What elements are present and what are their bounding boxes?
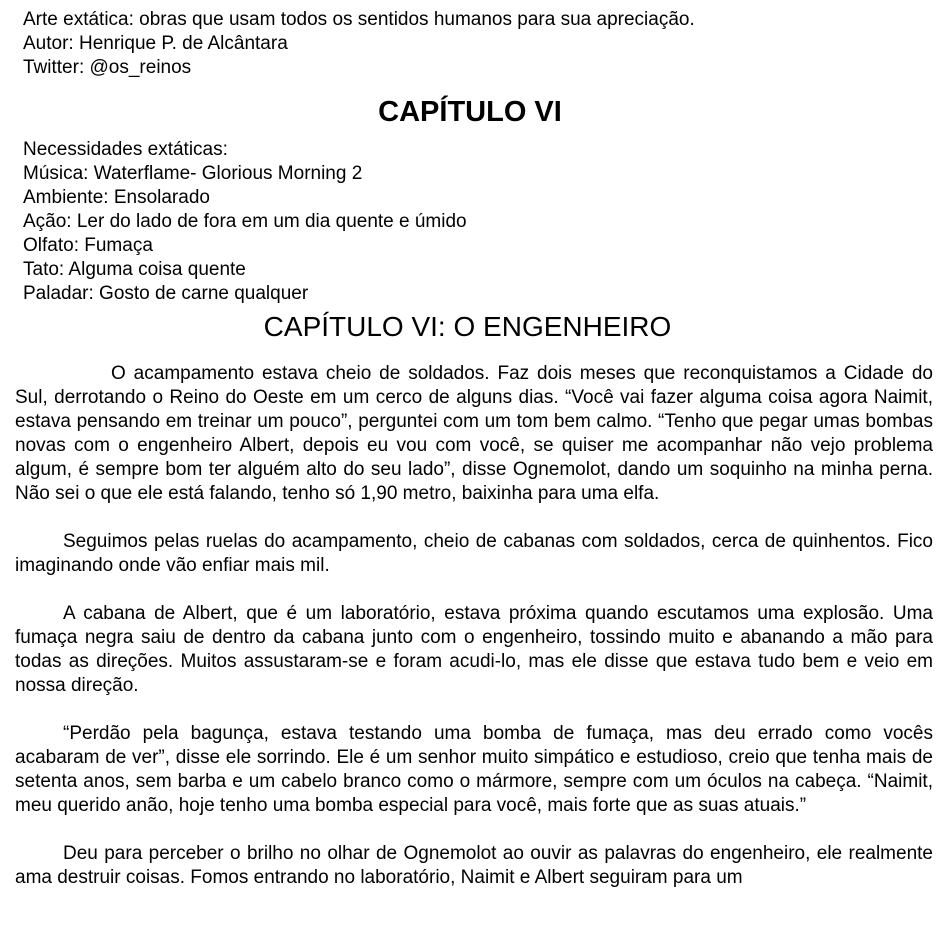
chapter-body xyxy=(15,362,933,914)
paragraph: “Perdão pela bagunça, estava testando uma bomba de fumaça, mas deu errado como vocês acabaram de ver”, disse ele sorrindo. Ele é um senhor muito simpático e estudioso, creio que tenha mais de setenta anos, sem barba e um cabelo branco como o mármore, sempre com um óculos na cabeça. “Naimit, meu querido anão, hoje tenho uma bomba especial para você, mais forte que as suas atuais.” xyxy=(15,723,933,816)
needs-item-touch: Tato: Alguma coisa quente xyxy=(23,259,246,280)
tagline: Arte extática: obras que usam todos os sentidos humanos para sua apreciação. xyxy=(23,9,695,30)
ecstatic-needs-list xyxy=(23,138,467,306)
paragraph: Seguimos pelas ruelas do acampamento, cheio de cabanas com soldados, cerca de quinhentos. Fico imaginando onde vão enfiar mais mil. xyxy=(15,531,933,576)
needs-item-action: Ação: Ler do lado de fora em um dia quente e úmido xyxy=(23,211,467,232)
paragraph: O acampamento estava cheio de soldados. Faz dois meses que reconquistamos a Cidade do Sul, derrotando o Reino do Oeste em um cerco de alguns dias. “Você vai fazer alguma coisa agora Naimit, estava pensando em treinar um pouco”, perguntei com um tom bem calmo. “Tenho que pegar umas bombas novas com o engenheiro Albert, depois eu vou com você, se quiser me acompanhar não vejo problema algum, é sempre bom ter alguém alto do seu lado”, disse Ognemolot, dando um soquinho na minha perna. Não sei o que ele está falando, tenho só 1,90 metro, baixinha para uma elfa. xyxy=(15,363,933,504)
needs-item-music: Música: Waterflame- Glorious Morning 2 xyxy=(23,163,363,184)
paragraph: Deu para perceber o brilho no olhar de Ognemolot ao ouvir as palavras do engenheiro, ele realmente ama destruir coisas. Fomos entrando no laboratório, Naimit e Albert seguiram para um xyxy=(15,843,933,888)
needs-item-taste: Paladar: Gosto de carne qualquer xyxy=(23,283,309,304)
chapter-heading: CAPÍTULO VI xyxy=(378,96,562,128)
needs-item-smell: Olfato: Fumaça xyxy=(23,235,153,256)
chapter-title: CAPÍTULO VI: O ENGENHEIRO xyxy=(263,311,672,342)
twitter-line: Twitter: @os_reinos xyxy=(23,57,192,78)
needs-item-ambience: Ambiente: Ensolarado xyxy=(23,187,210,208)
needs-title: Necessidades extáticas: xyxy=(23,139,228,160)
document-header xyxy=(23,8,695,80)
author-line: Autor: Henrique P. de Alcântara xyxy=(23,33,288,54)
paragraph: A cabana de Albert, que é um laboratório, estava próxima quando escutamos uma explosão. Uma fumaça negra saiu de dentro da cabana junto com o engenheiro, tossindo muito e abanando a mão para todas as direções. Muitos assustaram-se e foram acudi-lo, mas ele disse que estava tudo bem e veio em nossa direção. xyxy=(15,603,933,696)
